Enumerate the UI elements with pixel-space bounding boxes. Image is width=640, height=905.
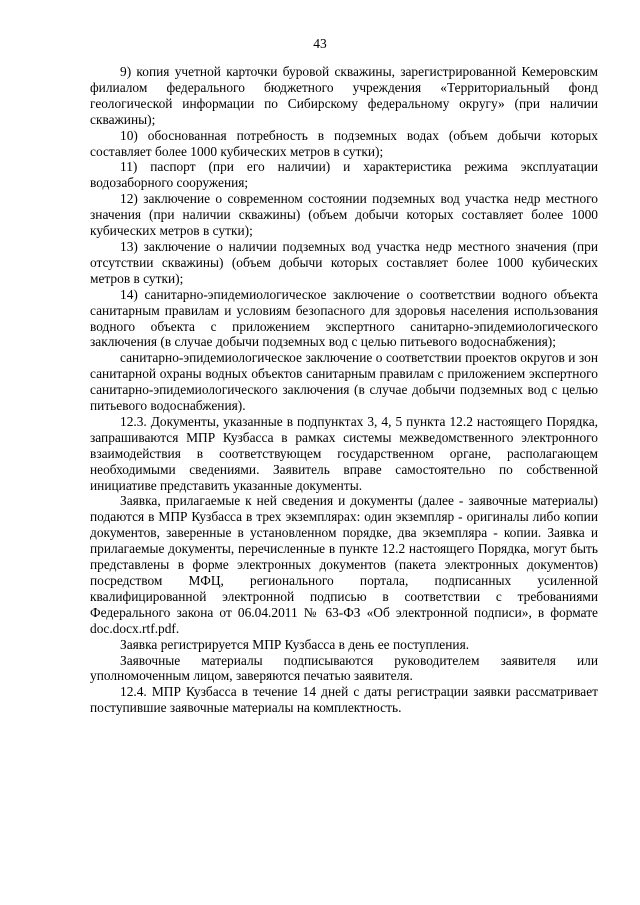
paragraph-sanitary-zones: санитарно-эпидемиологическое заключение о соответствии проектов округов и зон санитарной охраны водных объектов санитарным правилам с приложением экспертного санитарно-эпидемиологического заключения (в случае добычи подземных вод с целью питьевого водоснабжения). bbox=[90, 350, 598, 414]
paragraph-application-submission: Заявка, прилагаемые к ней сведения и документы (далее - заявочные материалы) подаются в МПР Кузбасса в трех экземплярах: один экземпляр - оригиналы либо копии документов, заверенные в установленном порядке, два экземпляра - копии. Заявка и прилагаемые документы, перечисленные в пункте 12.2 настоящего Порядка, могут быть представлены в форме электронных документов (пакета электронных документов) посредством МФЦ, регионального портала, подписанных усиленной квалифицированной электронной подписью в соответствии с требованиями Федерального закона от 06.04.2011 № 63-ФЗ «Об электронной подписи», в формате doc.docx.rtf.pdf. bbox=[90, 493, 598, 636]
paragraph-item-14: 14) санитарно-эпидемиологическое заключение о соответствии водного объекта санитарным правилам и условиям безопасного для здоровья населения использования водного объекта с приложением экспертного санитарно-эпидемиологического заключения (в случае добычи подземных вод с целью питьевого водоснабжения); bbox=[90, 286, 598, 350]
paragraph-item-10: 10) обоснованная потребность в подземных водах (объем добычи которых составляет более 1000 кубических метров в сутки); bbox=[90, 127, 598, 159]
paragraph-item-13: 13) заключение о наличии подземных вод участка недр местного значения (при отсутствии скважины) (объем добычи которых составляет более 1000 кубических метров в сутки); bbox=[90, 238, 598, 286]
paragraph-registration: Заявка регистрируется МПР Кузбасса в день ее поступления. bbox=[120, 636, 470, 652]
paragraph-clause-12-3: 12.3. Документы, указанные в подпунктах 3, 4, 5 пункта 12.2 настоящего Порядка, запрашиваются МПР Кузбасса в рамках системы межведомственного электронного взаимодействия в соответствующем государственном органе, располагающем необходимыми сведениями. Заявитель вправе самостоятельно по собственной инициативе представить указанные документы. bbox=[90, 413, 598, 493]
paragraph-clause-12-4: 12.4. МПР Кузбасса в течение 14 дней с даты регистрации заявки рассматривает поступившие заявочные материалы на комплектность. bbox=[90, 684, 598, 716]
paragraph-item-12: 12) заключение о современном состоянии подземных вод участка недр местного значения (при наличии скважины) (объем добычи которых составляет более 1000 кубических метров в сутки); bbox=[90, 191, 598, 239]
paragraph-item-11: 11) паспорт (при его наличии) и характеристика режима эксплуатации водозаборного сооружения; bbox=[90, 159, 598, 191]
document-body bbox=[90, 64, 598, 716]
paragraph-item-9: 9) копия учетной карточки буровой скважины, зарегистрированной Кемеровским филиалом федерального бюджетного учреждения «Территориальный фонд геологической информации по Сибирскому федеральному округу» (при наличии скважины); bbox=[90, 64, 598, 127]
page-number: 43 bbox=[313, 36, 327, 51]
paragraph-signing: Заявочные материалы подписываются руководителем заявителя или уполномоченным лицом, заверяются печатью заявителя. bbox=[90, 652, 598, 684]
